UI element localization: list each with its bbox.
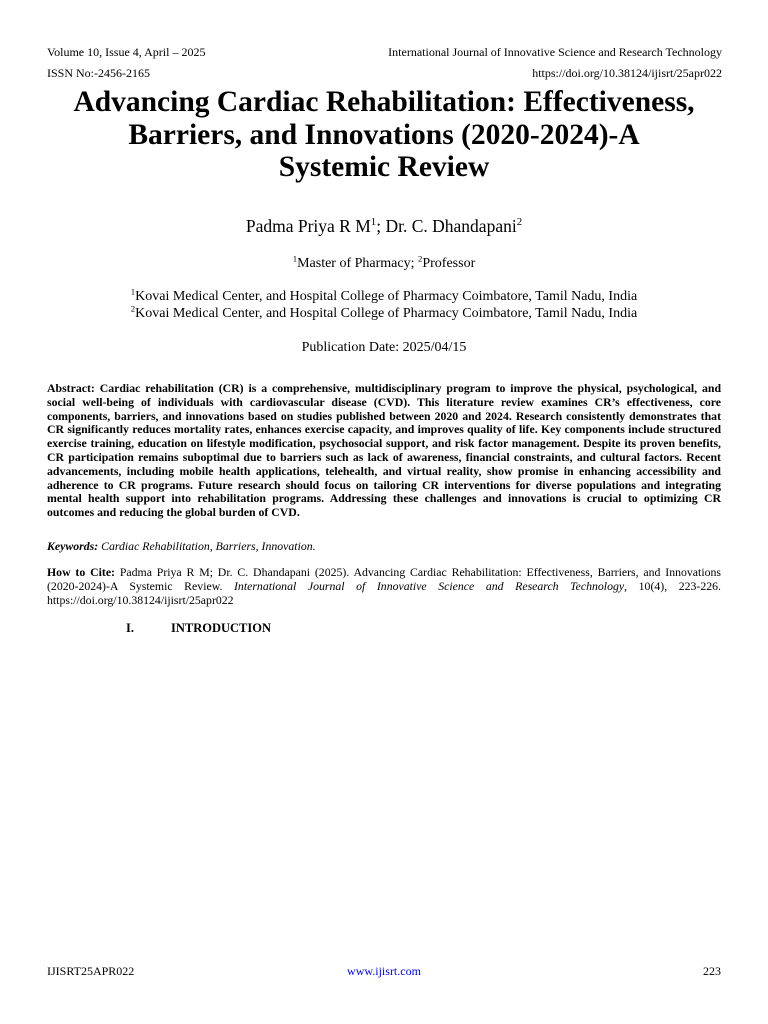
affiliation-superscript: 2 (130, 303, 136, 314)
role-text: Professor (422, 256, 476, 271)
journal-name: International Journal of Innovative Science and Research Technology (388, 45, 722, 59)
publication-date: Publication Date: 2025/04/15 (301, 340, 467, 355)
title-line: Systemic Review (278, 151, 490, 183)
section-number: I. (126, 621, 134, 635)
affiliation-text: Kovai Medical Center, and Hospital College of Pharmacy Coimbatore, Tamil Nadu, India (135, 306, 638, 321)
author-list (0, 215, 768, 237)
affiliation-superscript: 1 (130, 286, 136, 297)
author-superscript: 1 (370, 216, 377, 229)
role-superscript: 1 (292, 253, 298, 264)
keywords-label: Keywords: (47, 539, 99, 553)
cite-rest: , 10(4), 223-226. https://doi.org/10.38124/ijisrt/25apr022 (47, 579, 722, 607)
role-text: Master of Pharmacy; (297, 256, 419, 271)
keywords (47, 539, 721, 553)
keywords-value: Cardiac Rehabilitation, Barriers, Innovation. (98, 539, 316, 553)
affiliation-text: Kovai Medical Center, and Hospital College of Pharmacy Coimbatore, Tamil Nadu, India (135, 289, 638, 304)
author-roles (0, 255, 768, 272)
doi-link[interactable]: https://doi.org/10.38124/ijisrt/25apr022 (532, 66, 722, 80)
affiliation (0, 288, 768, 305)
author-name: Padma Priya R M (245, 216, 371, 236)
page-number: 223 (703, 964, 721, 978)
author-name: Dr. C. Dhandapani (385, 216, 517, 236)
abstract: Abstract: Cardiac rehabilitation (CR) is a comprehensive, multidisciplinary program to improve the physical, psychological, and social well-being of individuals with cardiovascular disease (CVD). This literature review examines CR’s effectiveness, core components, barriers, and innovations based on studies published between 2020 and 2024. Research consistently demonstrates that CR significantly reduces mortality rates, enhances exercise capacity, and improves quality of life. Key components include structured exercise training, education on lifestyle modification, psychosocial support, and risk factor management. Despite its proven benefits, CR participation remains suboptimal due to barriers such as lack of awareness, financial constraints, and cultural factors. Recent advancements, including mobile health applications, telehealth, and virtual reality, show promise in enhancing accessibility and adherence to CR programs. Future research should focus on tailoring CR interventions for diverse populations and integrating mental health support into rehabilitation programs. Addressing these challenges and innovations is crucial to optimizing CR outcomes and reducing the global burden of CVD. (47, 381, 721, 520)
cite-text: Padma Priya R M; Dr. C. Dhandapani (2025). Advancing Cardiac Rehabilitation: Effectiveness, Barriers, and Innovations (2020-2024)-A Systemic Review. (47, 565, 721, 593)
volume-issue: Volume 10, Issue 4, April – 2025 (47, 45, 206, 59)
cite-label: How to Cite: (47, 565, 115, 579)
author-superscript: 2 (516, 216, 523, 229)
title-line: Advancing Cardiac Rehabilitation: Effectiveness, (73, 86, 695, 118)
cite-journal: International Journal of Innovative Science and Research Technology (234, 579, 625, 593)
how-to-cite (47, 565, 721, 607)
footer-website-link[interactable]: www.ijisrt.com (347, 964, 421, 978)
footer-code: IJISRT25APR022 (47, 964, 135, 978)
title-line: Barriers, and Innovations (2020-2024)-A (128, 118, 640, 151)
author-separator: ; (376, 216, 386, 236)
affiliation (0, 305, 768, 322)
paper-title (40, 86, 728, 184)
issn: ISSN No:-2456-2165 (47, 66, 151, 80)
section-heading: INTRODUCTION (171, 621, 272, 635)
role-superscript: 2 (418, 253, 423, 264)
